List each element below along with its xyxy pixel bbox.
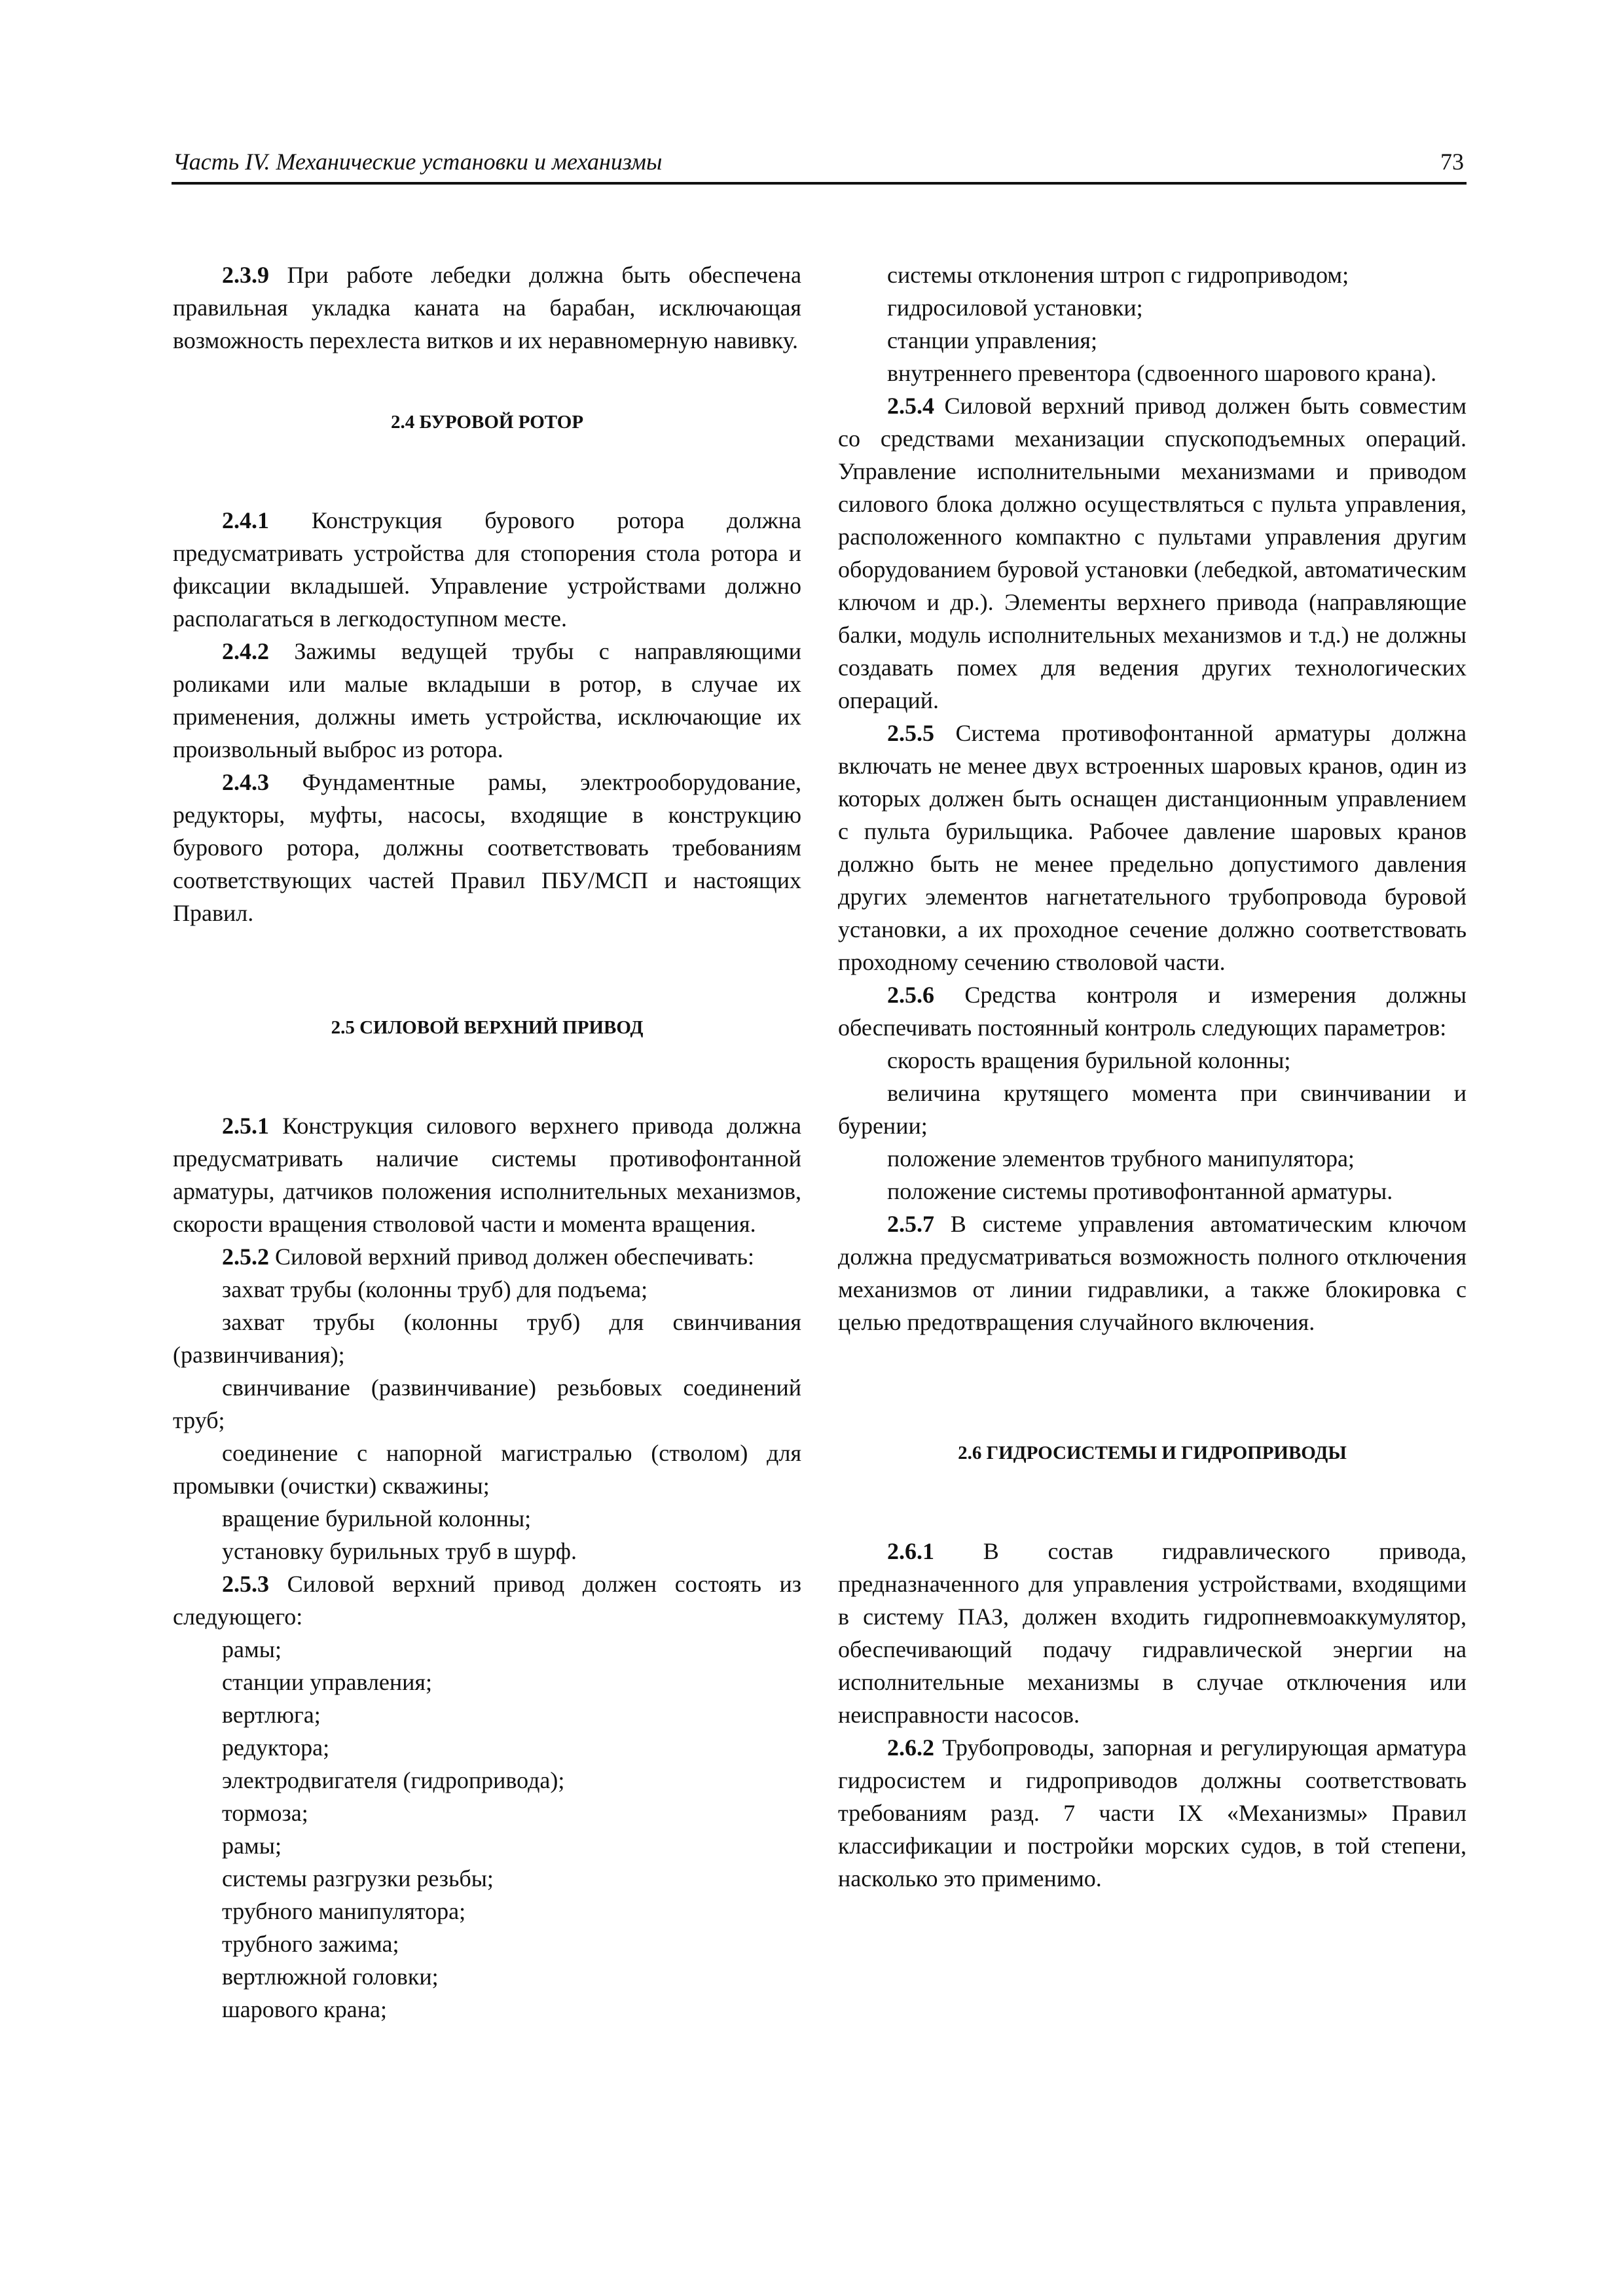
clause-number: 2.5.5	[887, 720, 934, 746]
list-item: захват трубы (колонны труб) для свинчивания (развинчивания);	[173, 1309, 801, 1368]
section-heading-2-6: 2.6 ГИДРОСИСТЕМЫ И ГИДРОПРИВОДЫ	[958, 1443, 1347, 1463]
clause-number: 2.5.3	[222, 1571, 269, 1597]
right-column	[838, 259, 1467, 1895]
clause-text: В состав гидравлического привода, предназначенного для управления устройствами, входящими в систему ПАЗ, должен входить гидропневмоаккумулятор, обеспечивающий подачу гидравлической энергии на исполнительные механизмы в случае отключения или неисправности насосов.	[838, 1538, 1467, 1728]
clause-2-4-3	[173, 766, 801, 929]
list-item: скорость вращения бурильной колонны;	[887, 1047, 1291, 1073]
list-item: электродвигателя (гидропривода);	[222, 1767, 565, 1793]
list-item: редуктора;	[222, 1734, 330, 1761]
clause-number: 2.3.9	[222, 262, 269, 288]
clause-text: Средства контроля и измерения должны обеспечивать постоянный контроль следующих параметров:	[838, 982, 1467, 1041]
clause-text: Силовой верхний привод должен быть совместим со средствами механизации спускоподъемных операций. Управление исполнительными механизмами и приводом силового блока должно осуществляться с пульта управления, расположенного компактно с пультами управления другим оборудованием буровой установки (лебедкой, автоматическим ключом и др.). Элементы верхнего привода (направляющие балки, модуль исполнительных механизмов и т.д.) не должны создавать помех для ведения других технологических операций.	[838, 393, 1467, 713]
clause-number: 2.4.1	[222, 507, 269, 533]
clause-number: 2.5.4	[887, 393, 934, 419]
list-item: трубного зажима;	[222, 1931, 399, 1957]
list-item: внутреннего превентора (сдвоенного шарового крана).	[887, 360, 1437, 386]
list-item: тормоза;	[222, 1800, 308, 1826]
list-item: соединение с напорной магистралью (стволом) для промывки (очистки) скважины;	[173, 1440, 801, 1499]
clause-number: 2.6.1	[887, 1538, 934, 1564]
clause-text: При работе лебедки должна быть обеспечена правильная укладка каната на барабан, исключающая возможность перехлеста витков и их неравномерную навивку.	[173, 262, 801, 353]
clause-number: 2.5.2	[222, 1244, 269, 1270]
left-column	[173, 259, 801, 2026]
list-item: рамы;	[222, 1833, 282, 1859]
section-heading-2-5: 2.5 СИЛОВОЙ ВЕРХНИЙ ПРИВОД	[331, 1017, 644, 1038]
clause-2-5-7	[838, 1208, 1467, 1338]
clause-text: Трубопроводы, запорная и регулирующая арматура гидросистем и гидроприводов должны соответствовать требованиям разд. 7 части IX «Механизмы» Правил классификации и постройки морских судов, в той степени, насколько это применимо.	[838, 1734, 1467, 1892]
list-item: системы отклонения штроп с гидроприводом;	[887, 262, 1349, 288]
clause-number: 2.6.2	[887, 1734, 934, 1761]
clause-text: Конструкция силового верхнего привода должна предусматривать наличие системы противофонтанной арматуры, датчиков положения исполнительных механизмов, скорости вращения стволовой части и момента вращения.	[173, 1113, 801, 1237]
section-heading-2-4: 2.4 БУРОВОЙ РОТОР	[390, 412, 584, 433]
clause-text: Конструкция бурового ротора должна предусматривать устройства для стопорения стола ротора и фиксации вкладышей. Управление устройствами должно располагаться в легкодоступном месте.	[173, 507, 801, 632]
clause-number: 2.5.1	[222, 1113, 269, 1139]
clause-2-4-1	[173, 504, 801, 635]
list-item: шарового крана;	[222, 1996, 388, 2022]
list-item: станции управления;	[887, 327, 1097, 353]
clause-2-5-1	[173, 1109, 801, 1240]
list-item: вертлюга;	[222, 1702, 321, 1728]
list-item: величина крутящего момента при свинчивании и бурении;	[838, 1080, 1467, 1139]
list-item: рамы;	[222, 1636, 282, 1662]
list-item: трубного манипулятора;	[222, 1898, 466, 1924]
list-item: установку бурильных труб в шурф.	[222, 1538, 577, 1564]
clause-2-5-3	[173, 1568, 801, 1633]
list-item: вращение бурильной колонны;	[222, 1505, 532, 1532]
clause-number: 2.5.7	[887, 1211, 934, 1237]
clause-2-6-2	[838, 1731, 1467, 1895]
clause-text: Зажимы ведущей трубы с направляющими роликами или малые вкладыши в ротор, в случае их применения, должны иметь устройства, исключающие их произвольный выброс из ротора.	[173, 638, 801, 762]
list-item: станции управления;	[222, 1669, 432, 1695]
clause-2-4-2	[173, 635, 801, 766]
clause-text: В системе управления автоматическим ключом должна предусматриваться возможность полного отключения механизмов от линии гидравлики, а также блокировка с целью предотвращения случайного включения.	[838, 1211, 1467, 1335]
list-item: положение элементов трубного манипулятора;	[887, 1145, 1355, 1172]
clause-2-6-1	[838, 1535, 1467, 1731]
list-item: захват трубы (колонны труб) для подъема;	[222, 1276, 648, 1302]
clause-2-5-5	[838, 717, 1467, 978]
clause-text: Система противофонтанной арматуры должна включать не менее двух встроенных шаровых кранов, один из которых должен быть оснащен дистанционным управлением с пульта бурильщика. Рабочее давление шаровых кранов должно быть не менее предельно допустимого давления других элементов нагнетательного трубопровода буровой установки, а их проходное сечение должно соответствовать проходному сечению стволовой части.	[838, 720, 1467, 975]
clause-number: 2.4.3	[222, 769, 269, 795]
page-header	[172, 144, 1467, 185]
clause-2-5-6	[838, 978, 1467, 1044]
list-item: положение системы противофонтанной арматуры.	[887, 1178, 1393, 1204]
clause-number: 2.4.2	[222, 638, 269, 664]
list-item: свинчивание (развинчивание) резьбовых соединений труб;	[173, 1374, 801, 1433]
list-item: вертлюжной головки;	[222, 1964, 439, 1990]
list-item: гидросиловой установки;	[887, 295, 1143, 321]
clause-2-5-2	[173, 1240, 801, 1273]
running-title: Часть IV. Механические установки и механизмы	[173, 149, 663, 175]
clause-2-5-4	[838, 389, 1467, 717]
clause-number: 2.5.6	[887, 982, 934, 1008]
clause-2-3-9	[173, 259, 801, 357]
clause-text: Фундаментные рамы, электрооборудование, редукторы, муфты, насосы, входящие в конструкцию бурового ротора, должны соответствовать требованиям соответствующих частей Правил ПБУ/МСП и настоящих Правил.	[173, 769, 801, 926]
clause-text: Силовой верхний привод должен состоять из следующего:	[173, 1571, 801, 1630]
list-item: системы разгрузки резьбы;	[222, 1865, 494, 1892]
clause-text: Силовой верхний привод должен обеспечивать:	[269, 1244, 754, 1270]
page-number: 73	[1440, 149, 1464, 175]
